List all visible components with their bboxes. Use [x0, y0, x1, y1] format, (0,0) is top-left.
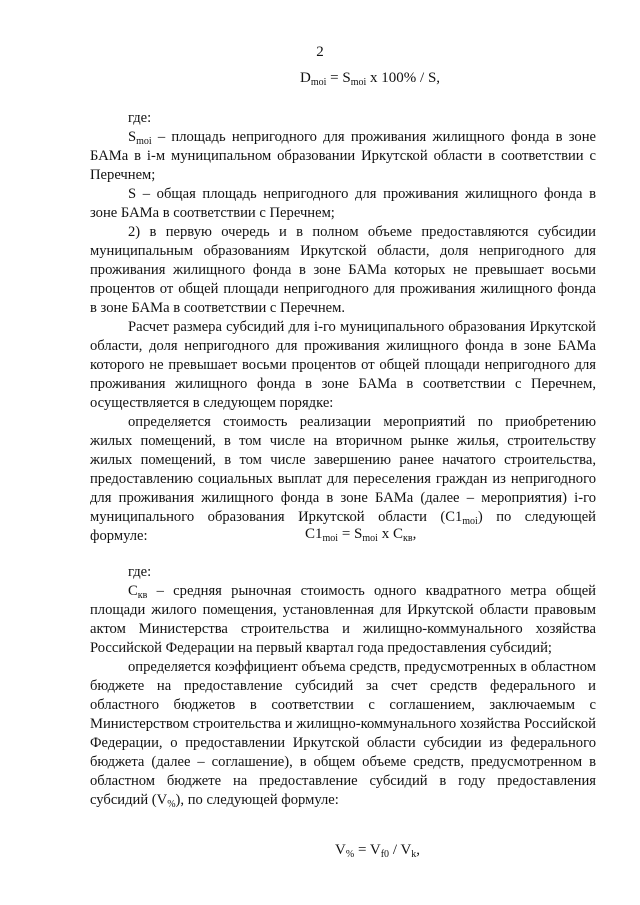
definition-smoi: [90, 128, 596, 185]
formula-v-percent: [335, 842, 420, 859]
formula-operator: = V: [354, 842, 381, 858]
formula-operator: =: [326, 70, 343, 86]
formula-subscript: кв: [402, 533, 413, 544]
text-block-1: [90, 109, 596, 546]
definition-text: – площадь непригодного для проживания жилищного фонда в зоне БАМа в i-м муниципальном образовании Иркутской области в соответствии с Перечнем;: [90, 129, 596, 183]
formula-operator: = S: [338, 526, 363, 542]
formula-operator: / V: [389, 842, 412, 858]
paragraph-item-2: 2) в первую очередь и в полном объеме предоставляются субсидии муниципальным образованиям Иркутской области, доля непригодного для проживания жилищного фонда в зоне БАМа которых не превышает восьми процентов от общей площади непригодного для проживания жилищного фонда в зоне БАМа в соответствии с Перечнем.: [90, 224, 596, 316]
formula-subscript: k: [411, 849, 417, 860]
where-label: где:: [128, 564, 152, 580]
definition-subscript: кв: [137, 590, 148, 601]
formula-symbol: D: [300, 70, 311, 86]
where-label: где:: [128, 110, 152, 126]
paragraph-subscript: %: [167, 799, 176, 810]
formula-subscript: moi: [362, 533, 378, 544]
paragraph-text: определяется стоимость реализации мероприятий по приобретению жилых помещений, в том числе на вторичном рынке жилья, строительству жилых помещений, в том числе завершению ранее начатого строительства, предоставлению социальных выплат для переселения граждан из непригодного для проживания жилищного фонда в зоне БАМа (далее – мероприятия) i-го муниципального образования Иркутской области (C1: [90, 414, 596, 525]
formula-symbol: S: [342, 70, 351, 86]
definition-text: – средняя рыночная стоимость одного квадратного метра общей площади жилого помещения, установленная для Иркутской области правовым актом Министерства строительства и жилищно-коммунального хозяйства Российской Федерации на первый квартал года предоставления субсидий;: [90, 583, 596, 656]
page-number: 2: [316, 44, 324, 60]
formula-subscript: %: [345, 849, 355, 860]
formula-symbol: V: [335, 842, 346, 858]
formula-symbol: C1: [305, 526, 323, 542]
formula-subscript: moi: [350, 77, 367, 88]
formula-subscript: moi: [322, 533, 339, 544]
formula-end: ,: [412, 526, 417, 542]
formula-rest: x 100% / S,: [366, 70, 441, 86]
formula-d-moi: [300, 70, 440, 87]
formula-subscript: f0: [380, 849, 390, 860]
paragraph-text-end: ) по следующей формуле:: [90, 509, 596, 544]
paragraph-text: определяется коэффициент объема средств, предусмотренных в областном бюджете на предоставление субсидий за счет средств федерального и областного бюджетов в соответствии с соглашением, заключаемым с Министерством строительства и жилищно-коммунального хозяйства Российской Федерации, о предоставлении Иркутской области субсидии из федерального бюджета (далее – соглашение), в общем объеме средств, предусмотренном в областном бюджете на предоставление субсидий в году предоставления субсидий (V: [90, 659, 596, 808]
paragraph-subscript: moi: [462, 516, 478, 527]
definition-s: S – общая площадь непригодного для проживания жилищного фонда в зоне БАМа в соответствии с Перечнем;: [90, 186, 596, 221]
formula-end: ,: [416, 842, 421, 858]
text-block-2: [90, 563, 596, 810]
formula-subscript: moi: [310, 77, 327, 88]
formula-c1-moi: [305, 526, 416, 543]
paragraph-text-end: ), по следующей формуле:: [175, 792, 339, 808]
definition-symbol: C: [128, 583, 138, 599]
definition-symbol: S: [128, 129, 137, 145]
formula-operator: x C: [377, 526, 403, 542]
definition-subscript: moi: [136, 136, 152, 147]
paragraph-calc-intro: Расчет размера субсидий для i-го муниципального образования Иркутской области, доля непригодного для проживания жилищного фонда в зоне БАМа которого не превышает восьми процентов от общей площади непригодного для проживания жилищного фонда в зоне БАМа в соответствии с Перечнем, осуществляется в следующем порядке:: [90, 319, 596, 411]
definition-ckv: [90, 582, 596, 658]
paragraph-coefficient: [90, 658, 596, 810]
